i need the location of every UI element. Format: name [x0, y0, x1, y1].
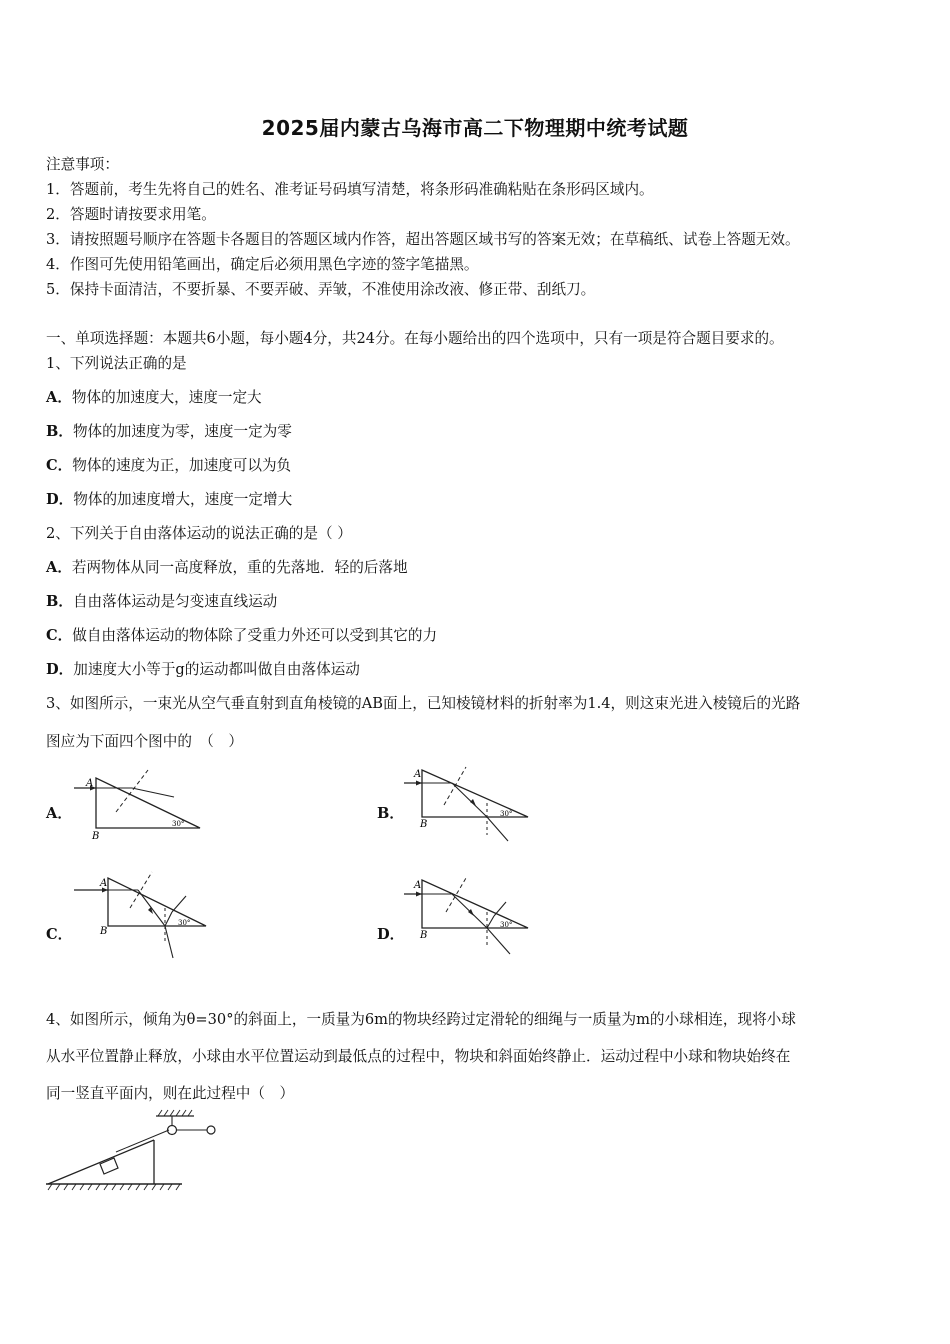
incline-pulley-figure [44, 1108, 224, 1192]
vertex-label-b: B [100, 926, 108, 937]
vertex-label-a: A [414, 880, 422, 891]
vertex-label-b: B [420, 930, 428, 941]
question-3-stem-line-1: 3、如图所示，一束光从空气垂直射到直角棱镜的AB面上，已知棱镜材料的折射率为1.4，则这束光进入棱镜后的光路 [46, 695, 801, 712]
angle-label: 30° [500, 921, 513, 929]
notice-item: 2．答题时请按要求用笔。 [46, 206, 216, 223]
prism-figure-d [402, 870, 532, 960]
notice-item: 1．答题前，考生先将自己的姓名、准考证号码填写清楚，将条形码准确粘贴在条形码区域内。 [46, 181, 654, 198]
prism-figure-b [402, 765, 532, 845]
question-2-option-d: D．加速度大小等于g的运动都叫做自由落体运动 [46, 661, 360, 678]
prism-figure-c [72, 868, 212, 960]
vertex-label-b: B [92, 831, 100, 840]
question-1-stem: 1、下列说法正确的是 [46, 355, 187, 372]
question-1-option-a: A．物体的加速度大，速度一定大 [46, 389, 262, 406]
question-1-option-b: B．物体的加速度为零，速度一定为零 [46, 423, 292, 440]
angle-label: 30° [178, 919, 191, 927]
vertex-label-b: B [420, 819, 428, 830]
question-2-stem: 2、下列关于自由落体运动的说法正确的是（ ） [46, 525, 352, 542]
angle-label: 30° [172, 820, 185, 828]
vertex-label-a: A [414, 769, 422, 780]
notice-heading: 注意事项： [46, 156, 119, 173]
question-2-option-a: A．若两物体从同一高度释放，重的先落地．轻的后落地 [46, 559, 408, 576]
question-2-option-b: B．自由落体运动是匀变速直线运动 [46, 593, 278, 610]
question-3-stem-line-2: 图应为下面四个图中的 （ ） [46, 733, 244, 750]
vertex-label-a: A [100, 878, 108, 889]
question-3-option-c-label: C． [46, 926, 73, 943]
vertex-label-a: A [86, 778, 94, 789]
question-3-option-d-label: D． [377, 926, 405, 943]
notice-item: 3．请按照题号顺序在答题卡各题目的答题区域内作答，超出答题区域书写的答案无效；在草稿纸、试卷上答题无效。 [46, 231, 800, 248]
question-2-option-c: C．做自由落体运动的物体除了受重力外还可以受到其它的力 [46, 627, 438, 644]
page-title: 2025届内蒙古乌海市高二下物理期中统考试题 [261, 116, 689, 140]
question-1-option-d: D．物体的加速度增大，速度一定增大 [46, 491, 293, 508]
question-3-option-a-label: A． [46, 805, 72, 822]
question-4-line-3: 同一竖直平面内，则在此过程中（ ） [46, 1085, 295, 1102]
prism-figure-a [72, 768, 212, 840]
question-4-line-2: 从水平位置静止释放，小球由水平位置运动到最低点的过程中，物块和斜面始终静止．运动过程中小球和物块始终在 [46, 1048, 791, 1065]
angle-label: 30° [500, 810, 513, 818]
notice-item: 4．作图可先使用铅笔画出，确定后必须用黑色字迹的签字笔描黑。 [46, 256, 479, 273]
section-heading: 一、单项选择题：本题共6小题，每小题4分，共24分。在每小题给出的四个选项中，只有一项是符合题目要求的。 [46, 330, 784, 347]
notice-item: 5．保持卡面清洁，不要折暴、不要弄破、弄皱，不准使用涂改液、修正带、刮纸刀。 [46, 281, 596, 298]
question-1-option-c: C．物体的速度为正，加速度可以为负 [46, 457, 292, 474]
question-4-line-1: 4、如图所示，倾角为θ=30°的斜面上，一质量为6m的物块经跨过定滑轮的细绳与一质量为m的小球相连，现将小球 [46, 1011, 796, 1028]
question-3-option-b-label: B． [377, 805, 404, 822]
